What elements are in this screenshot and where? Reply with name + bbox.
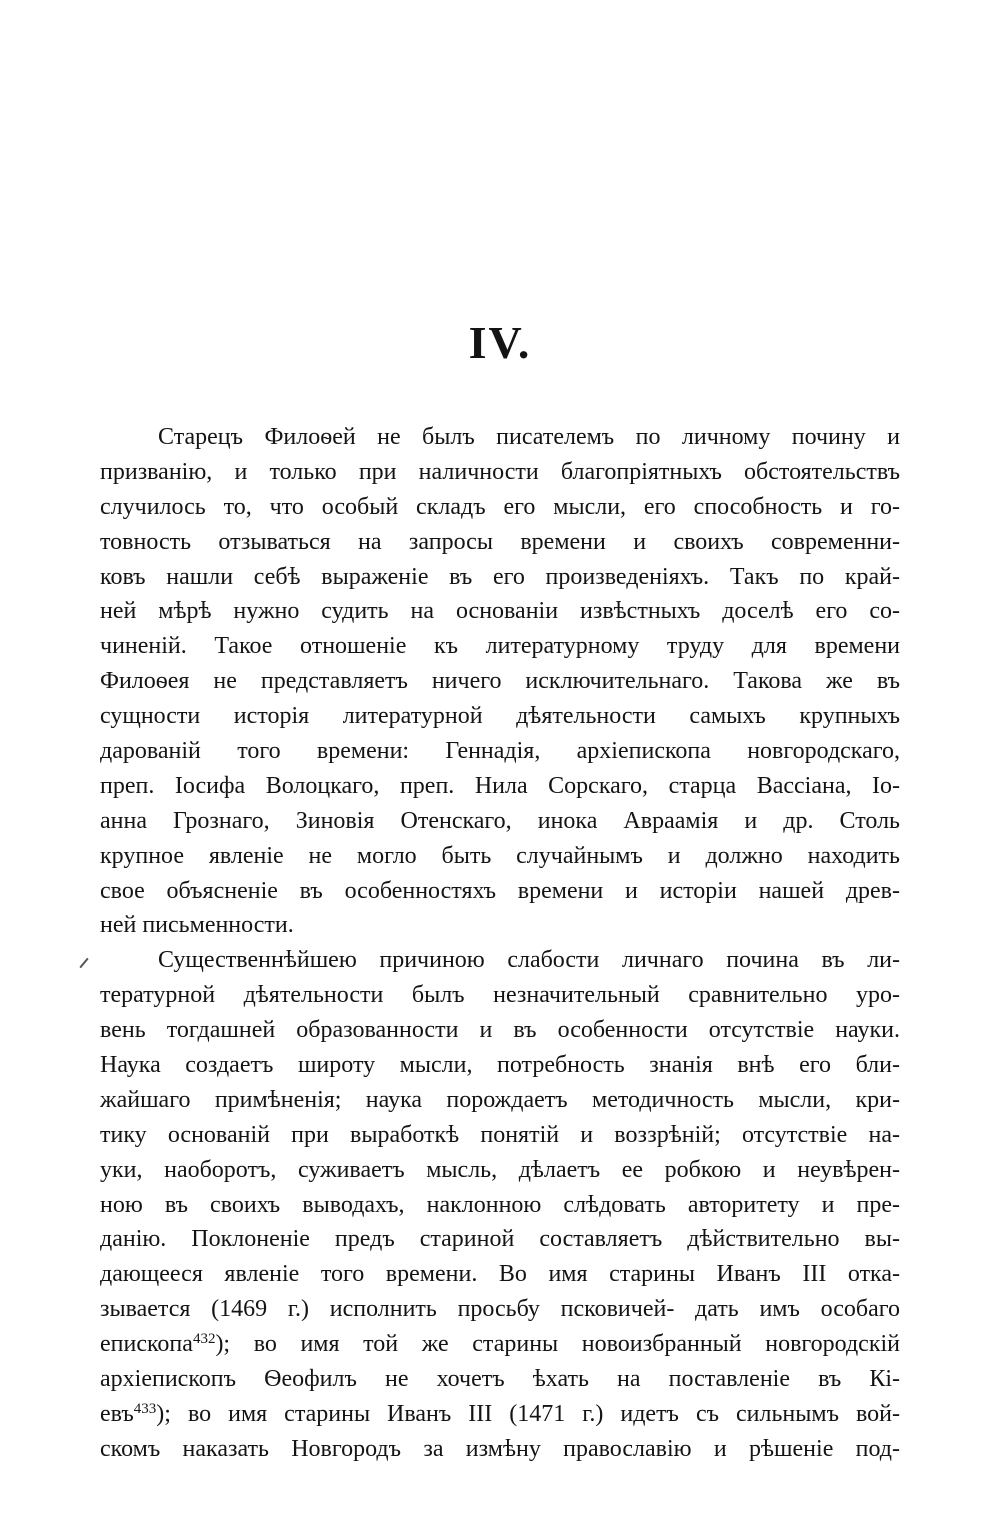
footnote-ref: 433 xyxy=(133,1400,157,1417)
text-line: дающееся явленіе того времени. Во имя старины Иванъ III отка- xyxy=(100,1261,900,1288)
text-line: уки, наоборотъ, суживаетъ мысль, дѣлаетъ ее робкою и неувѣрен- xyxy=(100,1156,900,1183)
text-line: тературной дѣятельности былъ незначительный сравнительно уро- xyxy=(100,982,900,1009)
text-line: преп. Іосифа Волоцкаго, преп. Нила Сорскаго, старца Вассіана, Іо- xyxy=(100,772,900,799)
text-line: Старецъ Филоѳей не былъ писателемъ по личному почину и xyxy=(158,424,900,450)
text-line: Существеннѣйшею причиною слабости личнаго почина въ ли- xyxy=(158,947,900,974)
text-fragment: ); во имя той же старины новоизбранный новгородскій xyxy=(215,1331,900,1358)
text-fragment: ); во имя старины Иванъ III (1471 г.) идетъ съ сильнымъ вой- xyxy=(156,1400,900,1427)
text-line: чиненій. Такое отношеніе къ литературному труду для времени xyxy=(100,633,900,660)
text-line-with-footnote xyxy=(100,1327,900,1362)
text-line: дарованій того времени: Геннадія, архіепископа новгородскаго, xyxy=(100,738,900,765)
text-line: ковъ нашли себѣ выраженіе въ его произведеніяхъ. Такъ по край- xyxy=(100,563,900,590)
text-line-with-footnote xyxy=(100,1397,900,1432)
text-line: ней письменности. xyxy=(100,912,294,939)
text-line: анна Грознаго, Зиновія Отенскаго, инока Авраамія и др. Столь xyxy=(100,807,900,834)
text-line: крупное явленіе не могло быть случайнымъ и должно находить xyxy=(100,842,900,869)
text-line: данію. Поклоненіе предъ стариной составляетъ дѣйствительно вы- xyxy=(100,1226,900,1253)
text-line: ней мѣрѣ нужно судить на основаніи извѣстныхъ доселѣ его со- xyxy=(100,598,900,625)
text-line: свое объясненіе въ особенностяхъ времени и исторіи нашей древ- xyxy=(100,877,900,904)
footnote-ref: 432 xyxy=(192,1331,216,1348)
chapter-heading: IV. xyxy=(468,317,532,368)
text-line: Наука создаетъ широту мысли, потребность знанія внѣ его бли- xyxy=(100,1052,900,1079)
text-line: зывается (1469 г.) исполнить просьбу псковичей- дать имъ особаго xyxy=(100,1296,900,1323)
text-line: случилось то, что особый складъ его мысли, его способность и го- xyxy=(100,493,900,520)
text-line: скомъ наказать Новгородъ за измѣну православію и рѣшеніе под- xyxy=(100,1435,900,1462)
text-line: сущности исторія литературной дѣятельности самыхъ крупныхъ xyxy=(100,703,900,730)
text-line: товность отзываться на запросы времени и своихъ современни- xyxy=(100,528,900,555)
text-line: жайшаго примѣненія; наука порождаетъ методичность мысли, кри- xyxy=(100,1086,900,1113)
margin-mark xyxy=(79,958,88,968)
text-fragment: епископа xyxy=(100,1331,193,1358)
text-line: вень тогдашней образованности и въ особенности отсутствіе науки. xyxy=(100,1017,900,1044)
text-line: ною въ своихъ выводахъ, наклонною слѣдовать авторитету и пре- xyxy=(100,1191,900,1218)
text-line: архіепископъ Ѳеофилъ не хочетъ ѣхать на поставленіе въ Кі- xyxy=(100,1366,900,1393)
text-line: тику основаній при выработкѣ понятій и воззрѣній; отсутствіе на- xyxy=(100,1121,900,1148)
text-body xyxy=(100,420,900,1467)
text-line: призванію, и только при наличности благопріятныхъ обстоятельствъ xyxy=(100,458,900,485)
text-fragment: евъ xyxy=(100,1400,134,1427)
text-line: Филоѳея не представляетъ ничего исключительнаго. Такова же въ xyxy=(100,668,900,695)
